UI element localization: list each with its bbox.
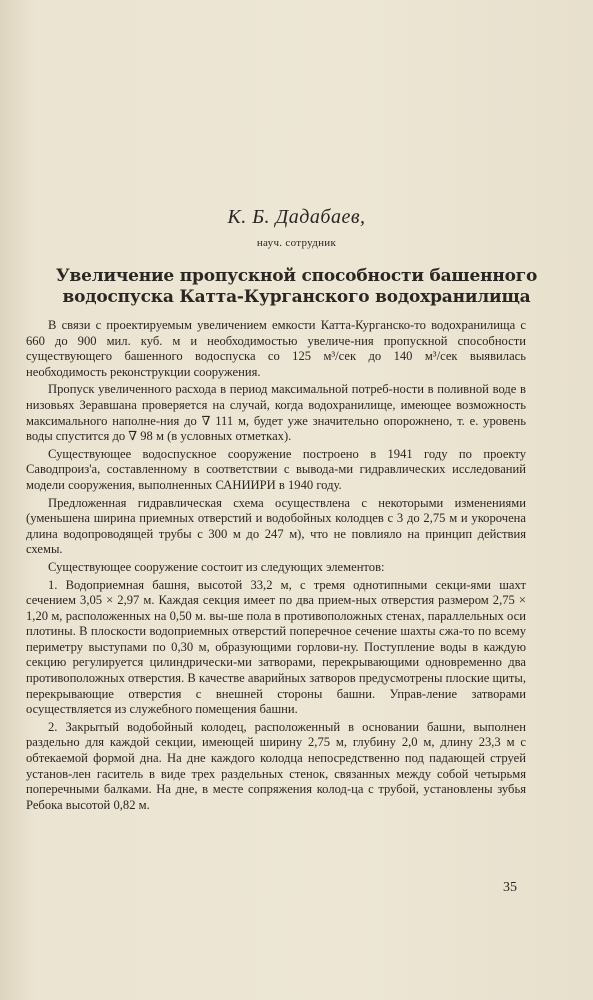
article-body bbox=[26, 318, 526, 813]
author-name: К. Б. Дадабаев, bbox=[227, 206, 366, 228]
title-line-1: Увеличение пропускной способности башенного bbox=[55, 266, 538, 286]
paragraph-1: В связи с проектируемым увеличением емкости Катта-Курганско-то водохранилища с 660 до 900 мил. куб. м и необходимостью увеличе-ния пропускной способности существующего башенного водоспуска со 125 м³/сек до 140 м³/сек выявилась необходимость реконструкции сооружения. bbox=[26, 318, 526, 379]
paragraph-3: Существующее водоспускное сооружение построено в 1941 году по проекту Саводпроиз'а, составленному в соответствии с вывода-ми гидравлических исследований модели сооружения, выполненных САНИИРИ в 1940 году. bbox=[26, 446, 526, 492]
paragraph-2: Пропуск увеличенного расхода в период максимальной потреб-ности в поливной воде в низовьях Зеравшана проверяется на случай, когда водохранилище, имеющее возможность максимального наполне-ния до ∇ 111 м, будет уже значительно опорожнено, т. е. уровень воды спустится до ∇ 98 м (в условных отметках). bbox=[26, 382, 526, 444]
paragraph-5: Существующее сооружение состоит из следующих элементов: bbox=[48, 559, 385, 574]
author-position: науч. сотрудник bbox=[256, 237, 337, 249]
paragraph-7: 2. Закрытый водобойный колодец, расположенный в основании башни, выполнен раздельно для каждой секции, имеющей ширину 2,75 м, глубину 2,0 м, длину 23,3 м с обтекаемой формой дна. На дне каждого колодца непосредственно под падающей струей установ-лен гаситель в виде трех раздельных стенок, связанных между собой четырьмя поперечными балками. На дне, в месте сопряжения колод-ца с трубой, установлены зубья Ребока высотой 0,82 м. bbox=[26, 719, 526, 812]
paragraph-6: 1. Водоприемная башня, высотой 33,2 м, с тремя однотипными секци-ями шахт сечением 3,05 × 2,97 м. Каждая секция имеет по два прием-ных отверстия размером 2,75 × 1,20 м, расположенных на 0,50 м. вы-ше пола в противоположных стенах, параллельных оси плотины. В плоскости водоприемных отверстий поперечное сечение шахты сжа-то по всему периметру выступами по 0,30 м, образующими горлови-ну. Поступление воды в каждую секцию регулируется цилиндрически-ми затворами, перекрывающими одновременно два противоположных отверстия. В качестве аварийных затворов предусмотрены плоские щиты, перекрывающие отверстия с внешней стороны башни. Управ-ление затворами осуществляется из служебного помещения башни. bbox=[26, 577, 526, 717]
paragraph-4: Предложенная гидравлическая схема осуществлена с некоторыми изменениями (уменьшена ширина приемных отверстий и водобойных колодцев с 3 до 2,75 м и укорочена длина водопроводящей трубы с 300 м до 247 м), что не повлияло на принцип действия схемы. bbox=[26, 495, 526, 557]
article-title bbox=[40, 266, 553, 308]
title-line-2: водоспуска Катта-Курганского водохранилища bbox=[62, 287, 531, 307]
page-number: 35 bbox=[503, 880, 517, 895]
